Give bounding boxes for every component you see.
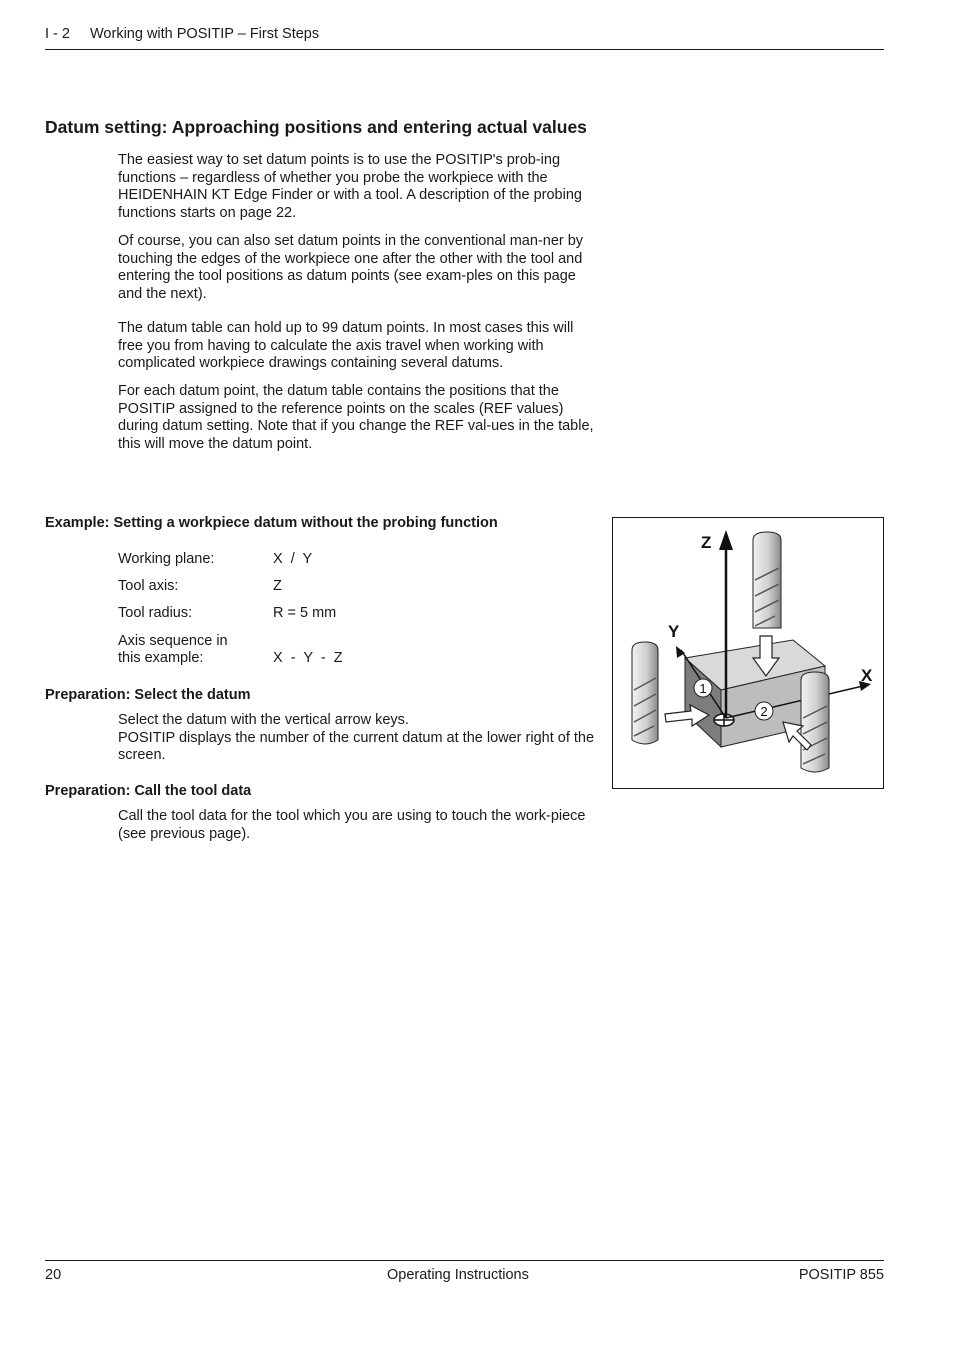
page-title: Datum setting: Approaching positions and entering actual values xyxy=(45,117,587,137)
footer-product: POSITIP 855 xyxy=(798,1267,884,1283)
spec-label: Working plane: xyxy=(118,551,215,567)
axis-x-label: X xyxy=(861,666,873,685)
preparation-datum-text xyxy=(118,712,598,765)
intro-paragraph-3: The datum table can hold up to 99 datum points. In most cases this will free you from having to calculate the axis travel when working with complicated workpiece drawings containing several datums. xyxy=(118,320,574,371)
marker-2-label: 2 xyxy=(760,704,768,719)
section-title: Working with POSITIP – First Steps xyxy=(90,26,320,42)
spec-row xyxy=(118,633,478,673)
preparation-datum-heading: Preparation: Select the datum xyxy=(45,687,251,703)
spec-label: Tool axis: xyxy=(118,578,179,594)
end-mill-right xyxy=(801,672,829,772)
datum-setting-figure xyxy=(612,517,884,789)
preparation-datum-text-1: Select the datum with the vertical arrow keys. xyxy=(118,712,409,728)
marker-2 xyxy=(755,702,773,720)
intro-paragraph-4: For each datum point, the datum table contains the positions that the POSITIP assigned to the reference points on the scales (REF values) during datum setting. Note that if you change the REF val-ues in the table, this will move the datum point. xyxy=(118,383,594,452)
axis-y-label: Y xyxy=(668,622,680,641)
preparation-tool-heading: Preparation: Call the tool data xyxy=(45,783,252,799)
marker-1 xyxy=(694,679,712,697)
preparation-tool-text: Call the tool data for the tool which you are using to touch the work-piece (see previous page). xyxy=(118,808,586,842)
running-header xyxy=(45,26,884,50)
datum-setting-illustration xyxy=(613,518,883,788)
section-number: I - 2 xyxy=(45,26,70,42)
page-number: 20 xyxy=(45,1267,62,1283)
preparation-datum-text-2: POSITIP displays the number of the current datum at the lower right of the screen. xyxy=(118,729,595,763)
spec-value: X / Y xyxy=(273,551,313,567)
running-footer xyxy=(45,1260,884,1285)
end-mill-top xyxy=(753,532,781,628)
spec-value: Z xyxy=(273,578,282,594)
marker-1-label: 1 xyxy=(699,681,707,696)
footer-center: Operating Instructions xyxy=(387,1267,529,1283)
spec-value: R = 5 mm xyxy=(273,605,337,621)
intro-paragraph-1: The easiest way to set datum points is to use the POSITIP's prob-ing functions – regardless of whether you probe the workpiece with the HEIDENHAIN KT Edge Finder or with a tool. A description of the probing functions starts on page 22. xyxy=(118,152,582,221)
end-mill-left xyxy=(632,642,658,744)
spec-value: X - Y - Z xyxy=(273,650,343,666)
example-heading: Example: Setting a workpiece datum without the probing function xyxy=(45,515,498,531)
axis-z-label: Z xyxy=(701,533,712,552)
spec-label: Axis sequence in this example: xyxy=(118,633,228,666)
intro-paragraph-2: Of course, you can also set datum points in the conventional man-ner by touching the edges of the workpiece one after the other with the tool and entering the tool positions as datum points (see exam-ples on this page and the next). xyxy=(118,233,584,302)
spec-label: Tool radius: xyxy=(118,605,193,621)
